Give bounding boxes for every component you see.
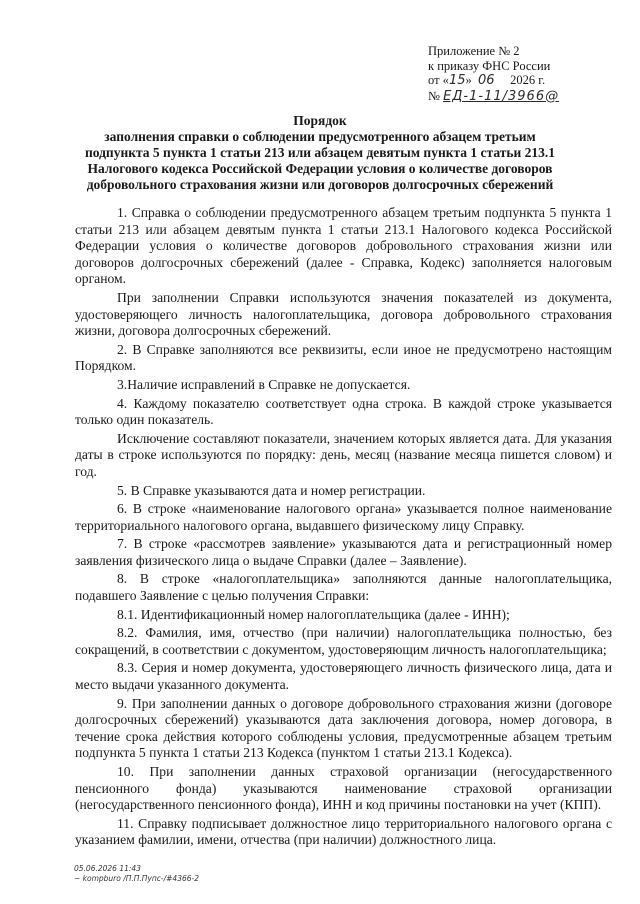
paragraph-5: 5. В Справке указываются дата и номер регистрации. [117,482,426,498]
date-month-handwritten: 06 [477,73,495,88]
print-timestamp: 05.06.2026 11:43 [74,864,141,873]
appendix-header [428,44,559,104]
document-body [75,205,612,851]
paragraph-8-1: 8.1. Идентификационный номер налогоплательщика (далее - ИНН); [117,606,510,622]
paragraph-8-3: 8.3. Серия и номер документа, удостоверяющего личность физического лица, дата и место выдачи указанного документа. [75,660,612,693]
paragraph-8-2: 8.2. Фамилия, имя, отчество (при наличии) налогоплательщика полностью, без сокращений, в соответствии с документом, удостоверяющим личность налогоплательщика; [75,625,612,657]
paragraph-8: 8. В строке «налогоплательщика» заполняются данные налогоплательщика, подавшего Заявление с целью получения Справки: [75,571,612,604]
paragraph-6: 6. В строке «наименование налогового органа» указывается полное наименование территориального налогового органа, выдавшего физическому лицу Справку. [75,501,612,533]
appendix-order-ref: к приказу ФНС России [428,58,551,73]
paragraph-9: 9. При заполнении данных о договоре добровольного страхования жизни (договоре долгосрочных сбережений) указываются дата заключения договора, номер договора, в течение срока действия которого соблюдены условия, предусмотренные абзацем третьим подпункта 5 пункта 1 статьи 213 Кодекса (пунктом 1 статьи 213.1 Кодекса). [75,695,612,761]
paragraph-1: 1. Справка о соблюдении предусмотренного абзацем третьим подпункта 5 пункта 1 статьи 213 или абзацем девятым пункта 1 статьи 213.1 Налогового кодекса Российской Федерации условия о количестве договоров добровольного страхования жизни или договоров долгосрочных сбережений (далее - Справка, Кодекс) заполняется налоговым органом. [75,205,612,287]
print-path: ~ kompburo /П.П.Пупс-/#4366-2 [74,874,199,883]
paragraph-4-exception: Исключение составляют показатели, значением которых является дата. Для указания даты в строке используются по порядку: день, месяц (название месяца пишется словом) и год. [75,430,612,479]
paragraph-1-note: При заполнении Справки используются значения показателей из документа, удостоверяющего личность налогоплательщика, договора добровольного страхования жизни, договора долгосрочных сбережений. [75,289,612,339]
appendix-date: от «15» 06 2026 г. [428,73,546,88]
paragraph-3: 3.Наличие исправлений в Справке не допускается. [117,376,411,392]
appendix-number: Приложение № 2 [428,44,520,58]
date-day-handwritten: 15 [448,73,466,88]
title-heading: Порядок [293,113,347,128]
title-line: заполнения справки о соблюдении предусмотренного абзацем третьим [104,129,536,144]
title-line: Налогового кодекса Российской Федерации условия о количестве договоров [87,161,553,176]
title-line: подпункта 5 пункта 1 статьи 213 или абзацем девятым пункта 1 статьи 213.1 [84,145,556,160]
order-number-handwritten: ЕД-1-11/3966@ [443,88,560,104]
document-title [0,113,640,193]
paragraph-2: 2. В Справке заполняются все реквизиты, если иное не предусмотрено настоящим Порядком. [75,341,612,374]
paragraph-4: 4. Каждому показателю соответствует одна строка. В каждой строке указывается только один показатель. [75,395,612,428]
title-line: добровольного страхования жизни или договоров долгосрочных сбережений [86,177,554,192]
paragraph-11: 11. Справку подписывает должностное лицо территориального налогового органа с указанием фамилии, имени, отчества (при наличии) должностного лица. [75,815,612,848]
paragraph-10: 10. При заполнении данных страховой организации (негосударственного пенсионного фонда) указываются наименование страховой организации (негосударственного пенсионного фонда), ИНН и код причины постановки на учет (КПП). [75,764,612,813]
paragraph-7: 7. В строке «рассмотрев заявление» указываются дата и регистрационный номер заявления физического лица о выдаче Справки (далее – Заявление). [75,536,612,568]
appendix-order-number: № ЕД-1-11/3966@ [428,88,560,104]
print-stamp [74,864,199,884]
